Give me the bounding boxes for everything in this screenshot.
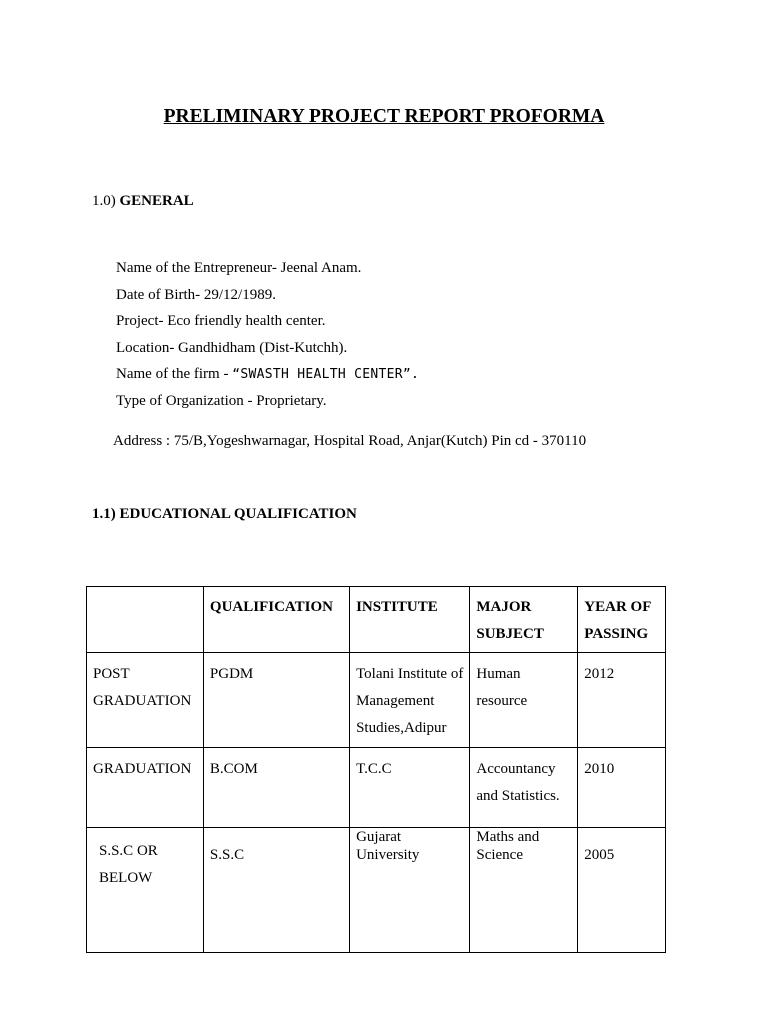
firm-name-label: Name of the firm - — [116, 366, 233, 382]
project-name: Project- Eco friendly health center. — [116, 313, 326, 329]
table-cell: Human resource — [470, 653, 578, 748]
table-cell: 2005 — [578, 828, 666, 953]
table-row — [87, 828, 666, 953]
table-cell — [470, 828, 578, 953]
section-number: 1.0) — [92, 193, 116, 209]
address: Address : 75/B,Yogeshwarnagar, Hospital Road, Anjar(Kutch) Pin cd - 370110 — [113, 433, 587, 449]
table-cell: 2010 — [578, 748, 666, 828]
location-text: Location- Gandhidham (Dist-Kutchh). — [116, 340, 348, 356]
table-cell-text: Gujarat University — [356, 829, 420, 863]
table-cell: Tolani Institute of Management Studies,Adipur — [350, 653, 470, 748]
firm-name-value: “SWASTH HEALTH CENTER”. — [232, 367, 420, 382]
table-row — [87, 748, 666, 828]
header-cell: YEAR OF PASSING — [578, 587, 666, 653]
page-title: PRELIMINARY PROJECT REPORT PROFORMA — [163, 106, 605, 127]
table-cell: GRADUATION — [87, 748, 204, 828]
table-cell: S.S.C — [203, 828, 349, 953]
section-title: GENERAL — [119, 193, 194, 209]
header-cell: INSTITUTE — [350, 587, 470, 653]
table-row — [87, 653, 666, 748]
date-of-birth: Date of Birth- 29/12/1989. — [116, 287, 276, 303]
section-general-heading — [92, 193, 194, 210]
table-cell: S.S.C OR BELOW — [87, 828, 204, 953]
table-cell-text: Maths and Science — [476, 829, 540, 863]
header-cell: QUALIFICATION — [203, 587, 349, 653]
table-cell: POST GRADUATION — [87, 653, 204, 748]
table-header-row — [87, 587, 666, 653]
table-cell: Accountancy and Statistics. — [470, 748, 578, 828]
table-cell: B.COM — [203, 748, 349, 828]
entrepreneur-name: Name of the Entrepreneur- Jeenal Anam. — [116, 260, 362, 276]
header-cell: MAJOR SUBJECT — [470, 587, 578, 653]
organization-type: Type of Organization - Proprietary. — [116, 393, 327, 409]
table-cell: T.C.C — [350, 748, 470, 828]
table-cell: PGDM — [203, 653, 349, 748]
header-cell — [87, 587, 204, 653]
table-cell — [350, 828, 470, 953]
section-education-heading: 1.1) EDUCATIONAL QUALIFICATION — [92, 506, 357, 522]
education-table — [86, 586, 666, 953]
firm-name — [116, 366, 419, 383]
location — [116, 340, 347, 357]
table-cell: 2012 — [578, 653, 666, 748]
